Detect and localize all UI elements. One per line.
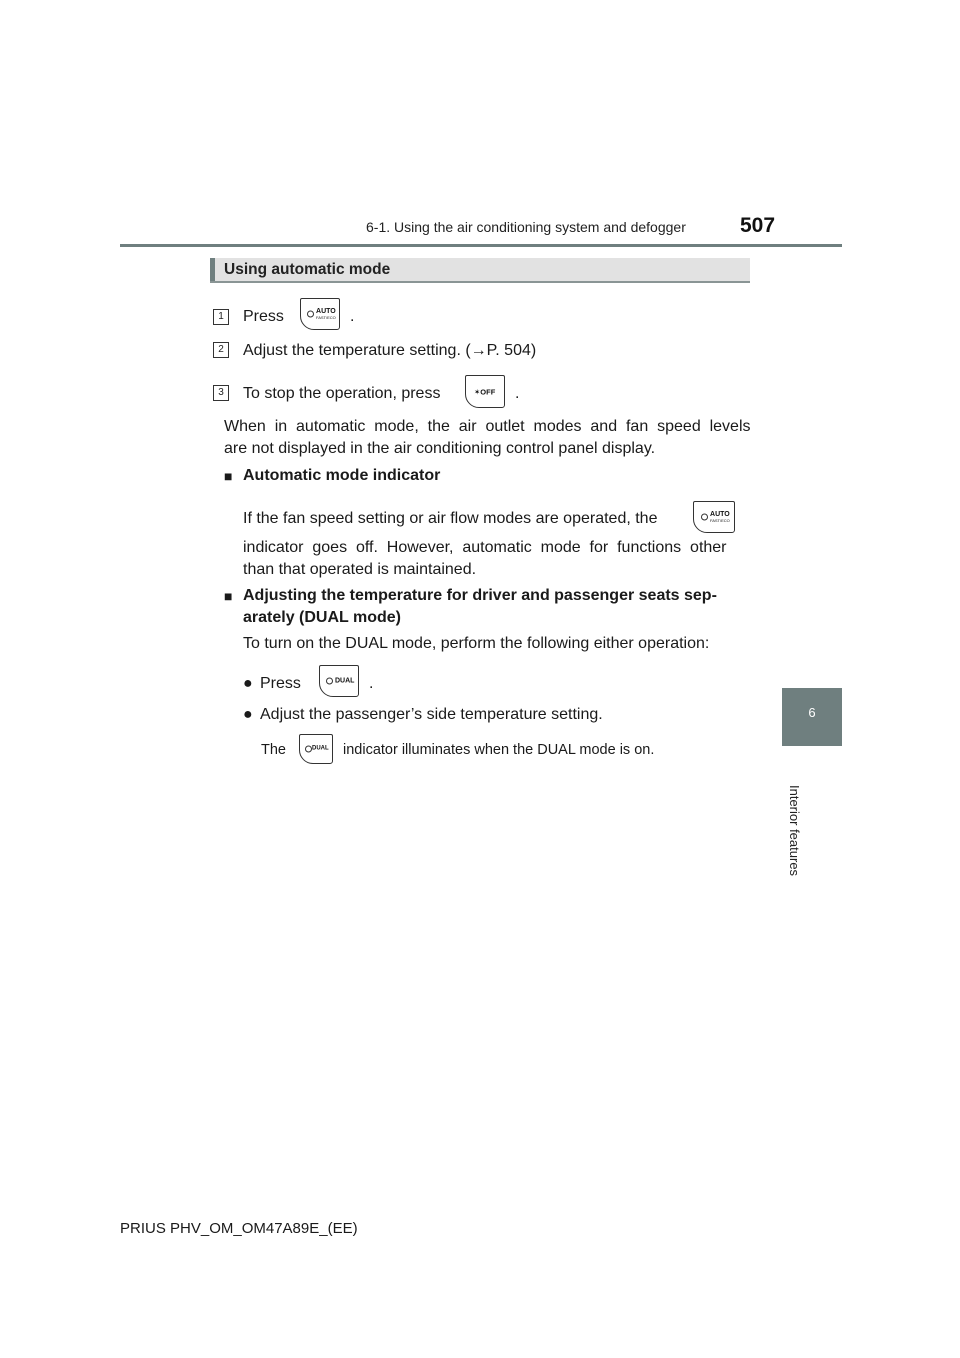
dual-heading-line-2: arately (DUAL mode) — [243, 609, 401, 626]
auto-button-label: AUTO FAST/ECO — [710, 511, 730, 523]
fan-off-button-label: ✶OFF — [474, 387, 496, 396]
fan-off-button-icon — [465, 375, 505, 408]
step-3-text: To stop the operation, press — [243, 385, 441, 402]
chapter-label: Interior features — [787, 785, 802, 877]
dual-button-icon — [319, 665, 359, 697]
dual-button-label: DUAL — [335, 677, 355, 685]
step-1-text: Press — [243, 308, 284, 325]
dual-note-start: The — [261, 742, 286, 758]
dual-heading-line-1: Adjusting the temperature for driver and passenger seats sep- — [243, 587, 717, 604]
indicator-light-icon — [701, 514, 708, 521]
step-1-period: . — [350, 308, 355, 325]
manual-code: PRIUS PHV_OM_OM47A89E_(EE) — [120, 1220, 358, 1237]
chapter-tab — [782, 688, 842, 746]
indicator-light-icon — [307, 311, 314, 318]
indicator-text-line-3: than that operated is maintained. — [243, 561, 477, 578]
round-bullet-icon: ● — [243, 706, 253, 723]
indicator-heading: Automatic mode indicator — [243, 467, 441, 484]
page-number: 507 — [740, 214, 776, 237]
step-number-2: 2 — [213, 342, 229, 358]
square-bullet-icon: ■ — [224, 588, 233, 604]
step-2-text: Adjust the temperature setting. (→P. 504) — [243, 342, 537, 359]
indicator-light-icon — [326, 678, 333, 685]
step-number-3: 3 — [213, 385, 229, 401]
dual-bullet-1-period: . — [369, 675, 374, 692]
dual-button-icon — [299, 734, 333, 764]
header-section-title: 6-1. Using the air conditioning system and defogger — [366, 219, 686, 235]
chapter-number: 6 — [808, 705, 816, 720]
round-bullet-icon: ● — [243, 675, 253, 692]
auto-button-icon — [693, 501, 735, 533]
auto-button-label: AUTO FAST/ECO — [316, 308, 336, 320]
step-3-period: . — [515, 385, 520, 402]
intro-paragraph-line-2: are not displayed in the air conditioning control panel display. — [224, 440, 656, 457]
square-bullet-icon: ■ — [224, 468, 233, 484]
section-title: Using automatic mode — [224, 261, 391, 278]
dual-note-end: indicator illuminates when the DUAL mode is on. — [343, 742, 655, 758]
auto-button-icon — [300, 298, 340, 330]
dual-bullet-1-text: Press — [260, 675, 301, 692]
intro-paragraph-line-1: When in automatic mode, the air outlet modes and fan speed levels — [224, 418, 751, 435]
section-heading-accent — [210, 258, 215, 281]
indicator-text-line-2: indicator goes off. However, automatic mode for functions other — [243, 539, 727, 556]
indicator-light-icon — [305, 746, 312, 753]
step-number-1: 1 — [213, 309, 229, 325]
dual-intro: To turn on the DUAL mode, perform the following either operation: — [243, 635, 710, 652]
indicator-text-line-1: If the fan speed setting or air flow modes are operated, the — [243, 510, 658, 527]
section-heading-bar — [210, 258, 750, 283]
dual-button-label: DUAL — [312, 745, 329, 752]
dual-bullet-2-text: Adjust the passenger’s side temperature setting. — [260, 706, 603, 723]
header-rule — [120, 244, 842, 247]
